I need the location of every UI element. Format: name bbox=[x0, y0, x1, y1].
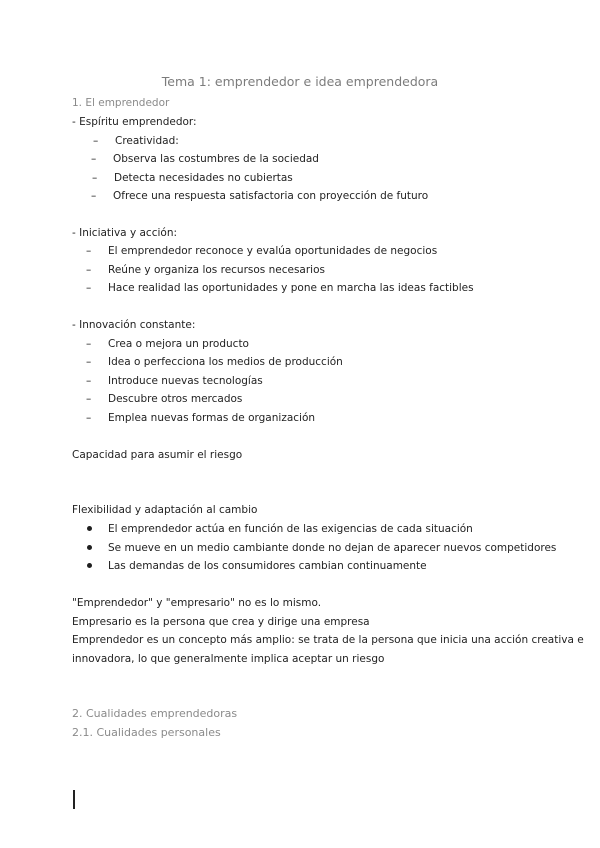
espiritu-heading: - Espíritu emprendedor: bbox=[72, 116, 197, 128]
list-item: – Idea o perfecciona los medios de producción bbox=[108, 355, 343, 369]
flexibilidad-heading: Flexibilidad y adaptación al cambio bbox=[72, 504, 258, 516]
list-item: – Ofrece una respuesta satisfactoria con proyección de futuro bbox=[113, 189, 428, 203]
section-heading-2: 2. Cualidades emprendedoras bbox=[72, 707, 238, 720]
list-item: – Observa las costumbres de la sociedad bbox=[113, 152, 319, 166]
iniciativa-heading: - Iniciativa y acción: bbox=[72, 227, 178, 239]
list-item: – Emplea nuevas formas de organización bbox=[108, 411, 315, 425]
list-item: – Reúne y organiza los recursos necesarios bbox=[108, 263, 325, 277]
section-heading-2-1: 2.1. Cualidades personales bbox=[72, 726, 221, 739]
list-item: – El emprendedor reconoce y evalúa oportunidades de negocios bbox=[108, 244, 437, 258]
list-item: – Introduce nuevas tecnologías bbox=[108, 374, 263, 388]
definition-line: Empresario es la persona que crea y dirige una empresa bbox=[72, 616, 370, 628]
list-item: – Creatividad: bbox=[115, 134, 179, 148]
list-item: – Descubre otros mercados bbox=[108, 392, 242, 406]
definition-line: "Emprendedor" y "empresario" no es lo mismo. bbox=[72, 597, 322, 609]
document-title: Tema 1: emprendedor e idea emprendedora bbox=[161, 74, 439, 89]
bullet-item: Se mueve en un medio cambiante donde no dejan de aparecer nuevos competidores bbox=[108, 542, 557, 554]
definition-line: innovadora, lo que generalmente implica aceptar un riesgo bbox=[72, 653, 385, 665]
page-number-mark bbox=[73, 790, 75, 809]
innovacion-heading: - Innovación constante: bbox=[72, 319, 196, 331]
list-item: – Hace realidad las oportunidades y pone en marcha las ideas factibles bbox=[108, 281, 474, 295]
bullet-item: Las demandas de los consumidores cambian continuamente bbox=[108, 560, 427, 572]
bullet-item: El emprendedor actúa en función de las exigencias de cada situación bbox=[108, 523, 473, 535]
definition-line: Emprendedor es un concepto más amplio: se trata de la persona que inicia una acción creativa e bbox=[72, 634, 584, 646]
riesgo-paragraph: Capacidad para asumir el riesgo bbox=[72, 449, 243, 461]
section-heading-1: 1. El emprendedor bbox=[72, 97, 170, 109]
list-item: – Crea o mejora un producto bbox=[108, 337, 249, 351]
list-item: – Detecta necesidades no cubiertas bbox=[114, 171, 293, 185]
